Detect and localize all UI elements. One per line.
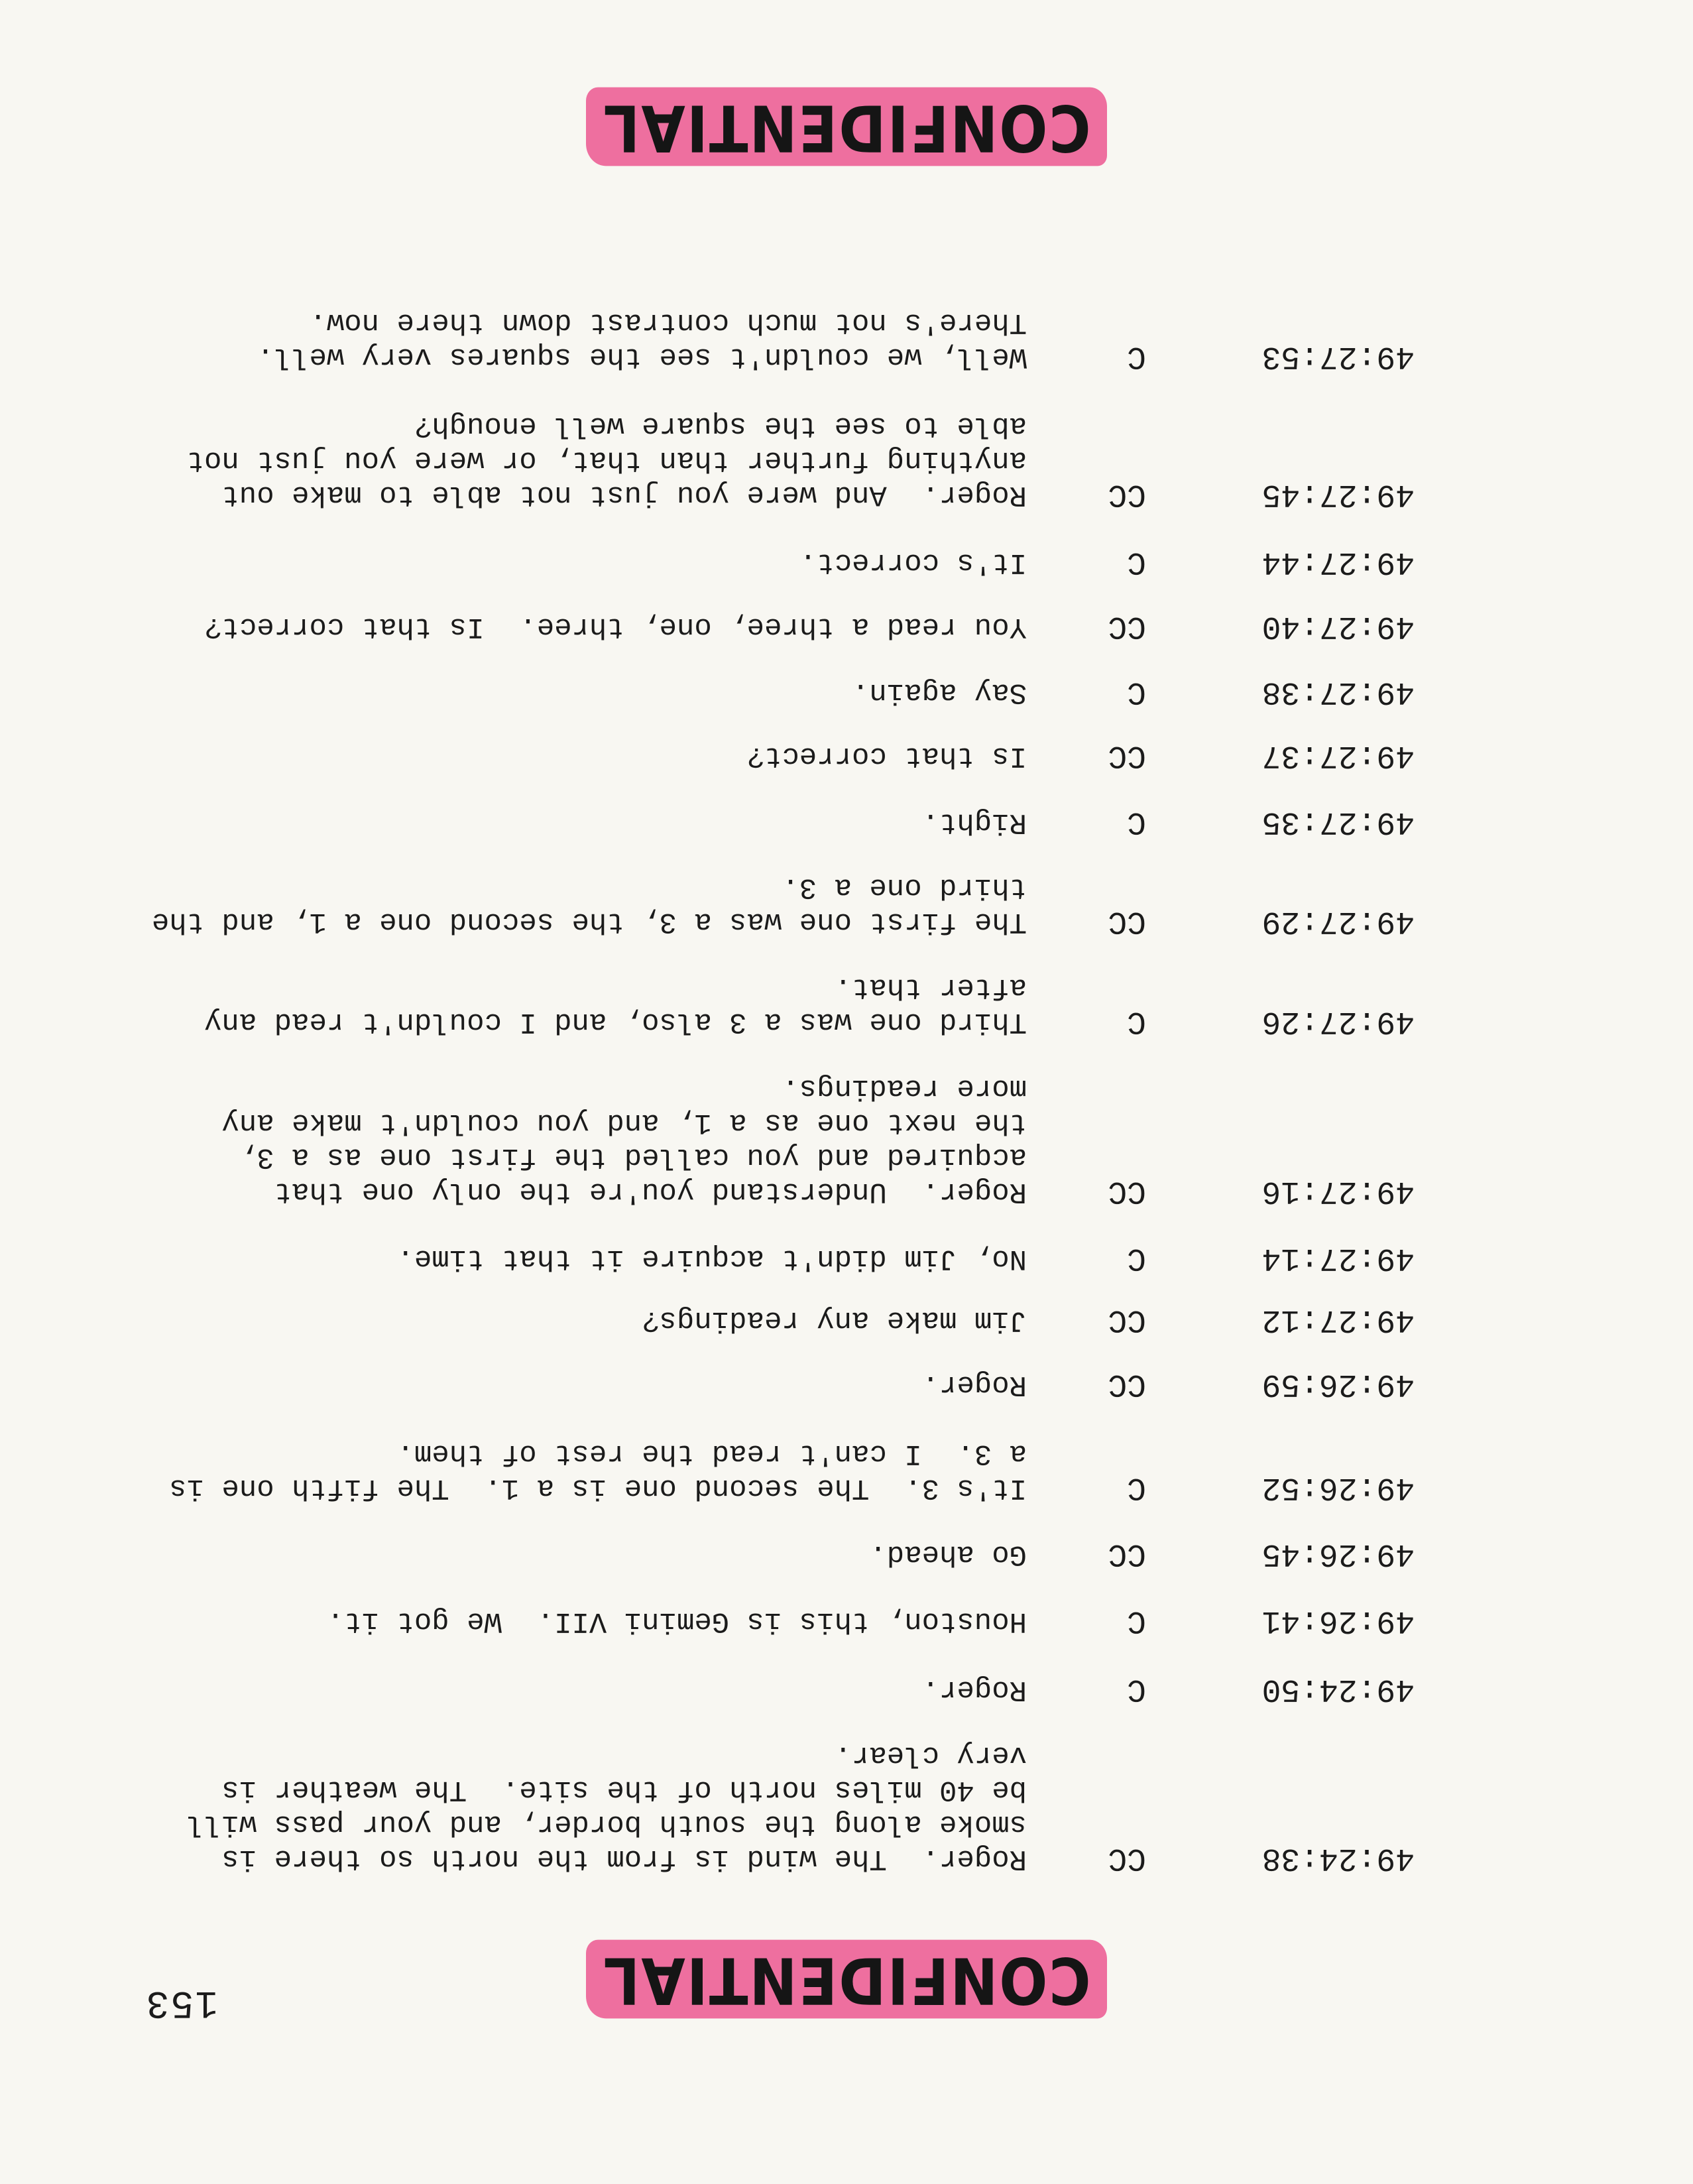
confidential-stamp-bottom bbox=[0, 90, 1693, 165]
entry-speaker: CC bbox=[1108, 1840, 1146, 1876]
entry-time: 49:27:16 bbox=[1261, 1173, 1415, 1209]
entry-speaker: CC bbox=[1108, 1366, 1146, 1402]
entry-speaker: CC bbox=[1108, 1173, 1146, 1209]
page-number: 153 bbox=[145, 1980, 218, 2024]
confidential-stamp-label: CONFIDENTIAL bbox=[586, 1940, 1106, 2019]
entry-text: Well, we couldn't see the squares very well. There's not much contrast down there now. bbox=[257, 306, 1027, 373]
entry-text: You read a three, one, three. Is that correct? bbox=[204, 610, 1027, 643]
entry-text: Houston, this is Gemini VII. We got it. bbox=[326, 1605, 1027, 1638]
entry-text: Roger. Understand you're the only one that acquired and you called the first one as a 3, the next one as a 1, and you couldn't make any more readings. bbox=[221, 1071, 1027, 1208]
entry-speaker: C bbox=[1127, 544, 1146, 579]
entry-time: 49:27:35 bbox=[1261, 804, 1415, 839]
entry-speaker: C bbox=[1127, 1469, 1146, 1505]
entry-speaker: CC bbox=[1108, 903, 1146, 939]
entry-speaker: C bbox=[1127, 674, 1146, 709]
entry-speaker: CC bbox=[1108, 476, 1146, 512]
entry-text: Roger. bbox=[921, 1673, 1027, 1706]
entry-text: Third one was a 3 also, and I couldn't read any after that. bbox=[204, 971, 1027, 1038]
entry-time: 49:24:38 bbox=[1261, 1840, 1415, 1876]
entry-speaker: CC bbox=[1108, 1536, 1146, 1571]
entry-time: 49:27:38 bbox=[1261, 674, 1415, 709]
entry-time: 49:27:12 bbox=[1261, 1302, 1415, 1337]
entry-text: Go ahead. bbox=[869, 1538, 1027, 1571]
entry-text: No, Jim didn't acquire it that time. bbox=[396, 1242, 1027, 1275]
entry-time: 49:27:29 bbox=[1261, 903, 1415, 939]
entry-speaker: C bbox=[1127, 1603, 1146, 1638]
entry-text: Is that correct? bbox=[746, 739, 1027, 772]
entry-time: 49:26:41 bbox=[1261, 1603, 1415, 1638]
entry-text: Right. bbox=[921, 806, 1027, 839]
entry-text: Roger. The wind is from the north so there is smoke along the south border, and your pass will be 40 miles north of the site. The weather is very clear. bbox=[186, 1738, 1027, 1875]
entry-text: Roger. And were you just not able to make out anything further than that, or were you just not able to see the square well enough? bbox=[186, 409, 1027, 511]
entry-text: It's 3. The second one is a 1. The fifth one is a 3. I can't read the rest of them. bbox=[169, 1437, 1027, 1504]
entry-speaker: C bbox=[1127, 1003, 1146, 1039]
entry-time: 49:27:45 bbox=[1261, 476, 1415, 512]
entry-time: 49:27:44 bbox=[1261, 544, 1415, 579]
entry-speaker: CC bbox=[1108, 1302, 1146, 1337]
entry-speaker: C bbox=[1127, 804, 1146, 839]
entry-text: It's correct. bbox=[799, 546, 1027, 579]
entry-time: 49:27:14 bbox=[1261, 1240, 1415, 1276]
entry-time: 49:24:50 bbox=[1261, 1671, 1415, 1707]
entry-speaker: C bbox=[1127, 1671, 1146, 1707]
entry-speaker: CC bbox=[1108, 737, 1146, 773]
entry-time: 49:26:59 bbox=[1261, 1366, 1415, 1402]
entry-speaker: C bbox=[1127, 1240, 1146, 1276]
entry-time: 49:27:26 bbox=[1261, 1003, 1415, 1039]
entry-time: 49:26:45 bbox=[1261, 1536, 1415, 1571]
entry-text: Say again. bbox=[851, 676, 1027, 709]
entry-text: The first one was a 3, the second one a 1, and the third one a 3. bbox=[151, 871, 1027, 938]
entry-time: 49:27:37 bbox=[1261, 737, 1415, 773]
entry-time: 49:26:52 bbox=[1261, 1469, 1415, 1505]
confidential-stamp-label: CONFIDENTIAL bbox=[586, 88, 1106, 166]
entry-text: Jim make any readings? bbox=[642, 1304, 1027, 1337]
entry-text: Roger. bbox=[921, 1368, 1027, 1401]
entry-time: 49:27:40 bbox=[1261, 608, 1415, 644]
entry-speaker: C bbox=[1127, 338, 1146, 374]
confidential-stamp-top bbox=[0, 1943, 1693, 2018]
entry-speaker: CC bbox=[1108, 608, 1146, 644]
entry-time: 49:27:53 bbox=[1261, 338, 1415, 374]
